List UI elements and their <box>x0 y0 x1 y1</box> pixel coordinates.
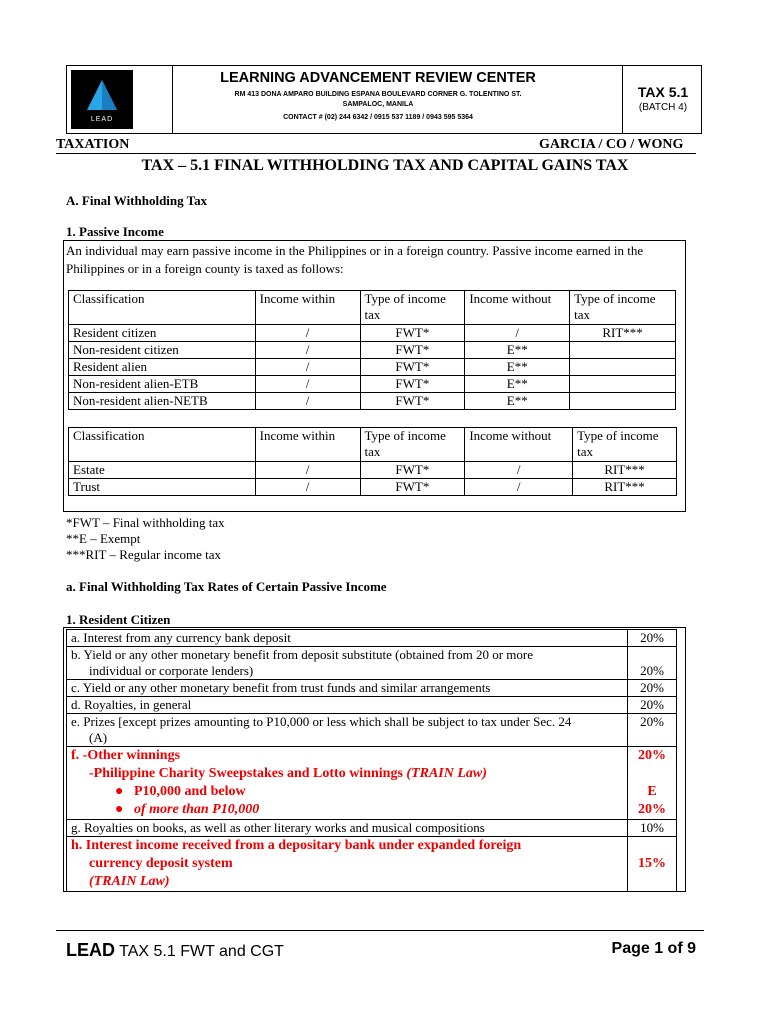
header-cell: Type of income tax <box>570 291 676 325</box>
cell: E** <box>465 342 570 359</box>
cell: E** <box>465 393 570 410</box>
table-row <box>69 479 677 496</box>
cell: / <box>255 359 360 376</box>
table-row <box>69 376 676 393</box>
cell: RIT*** <box>570 325 676 342</box>
bullet-icon: ● <box>115 784 124 799</box>
header-cell: Income within <box>255 291 360 325</box>
train-law: (TRAIN Law) <box>89 874 170 889</box>
fcds-line: currency deposit system <box>89 856 233 871</box>
cell: / <box>465 325 570 342</box>
rate-value: 15% <box>628 837 677 892</box>
rate-label: c. Yield or any other monetary benefit from trust funds and similar arrangements <box>67 680 628 697</box>
rate-row-winnings <box>67 747 677 820</box>
center-name: LEARNING ADVANCEMENT REVIEW CENTER <box>220 70 536 86</box>
logo-text: LEAD <box>90 116 114 123</box>
cell: / <box>465 462 573 479</box>
bullet-text: of more than P10,000 <box>133 802 260 817</box>
cell: / <box>255 393 360 410</box>
winnings-line: f. -Other winnings <box>71 748 181 763</box>
rate-label: d. Royalties, in general <box>67 697 628 714</box>
subject-left: TAXATION <box>56 137 130 152</box>
footer-divider <box>56 930 704 931</box>
page-number: Page 1 of 9 <box>611 940 696 957</box>
table-row <box>69 325 676 342</box>
rate-label <box>67 837 628 892</box>
winnings-bullet <box>71 783 623 801</box>
cell: RIT*** <box>573 479 677 496</box>
table-row <box>69 342 676 359</box>
header-cell: Classification <box>69 428 256 462</box>
note: ***RIT – Regular income tax <box>66 547 222 562</box>
rate-value: 20% <box>628 697 677 714</box>
rate-row-fcds <box>67 837 677 892</box>
address-line-1: RM 413 DONA AMPARO BUILDING ESPANA BOULEVARD CORNER G. TOLENTINO ST. <box>234 91 522 98</box>
rate-row <box>67 714 677 747</box>
cell: / <box>255 376 360 393</box>
rate-label-line: e. Prizes [except prizes amounting to P10,000 or less which shall be subject to tax under Sec. 24 <box>71 714 572 729</box>
cell: FWT* <box>360 462 465 479</box>
winnings-line <box>71 765 623 783</box>
note: *FWT – Final withholding tax <box>66 515 225 530</box>
cell: / <box>255 325 360 342</box>
rate-label <box>67 714 628 747</box>
subject-divider <box>56 153 696 154</box>
batch: (BATCH 4) <box>638 102 688 113</box>
cell: Non-resident alien-NETB <box>69 393 256 410</box>
rate-row <box>67 630 677 647</box>
header-code-cell <box>622 66 703 133</box>
rate-label-line: individual or corporate lenders) <box>89 663 254 678</box>
rate-label-line: (A) <box>89 730 108 745</box>
rates-table <box>66 629 677 892</box>
passive-heading: 1. Passive Income <box>66 224 164 239</box>
table-row <box>69 393 676 410</box>
logo-cell <box>67 66 173 133</box>
rate-label <box>67 747 628 820</box>
table-row <box>69 462 677 479</box>
fcds-line: h. Interest income received from a depositary bank under expanded foreign <box>71 838 522 853</box>
cell: FWT* <box>360 479 465 496</box>
page-title: TAX – 5.1 FINAL WITHHOLDING TAX AND CAPITAL GAINS TAX <box>141 157 629 174</box>
rate-value-line: E <box>647 784 657 799</box>
train-law: (TRAIN Law) <box>406 766 487 781</box>
cell: RIT*** <box>573 462 677 479</box>
contact: CONTACT # (02) 244 6342 / 0915 537 1189 / 0943 595 5364 <box>283 114 473 121</box>
rate-row <box>67 697 677 714</box>
rate-label-line: b. Yield or any other monetary benefit from deposit substitute (obtained from 20 or more <box>71 647 533 662</box>
note: **E – Exempt <box>66 531 141 546</box>
rate-row <box>67 647 677 680</box>
cell: Non-resident citizen <box>69 342 256 359</box>
winnings-bullet <box>71 801 623 819</box>
rate-value: 20% <box>628 714 677 747</box>
rate-label <box>67 647 628 680</box>
header-cell: Classification <box>69 291 256 325</box>
cell: Estate <box>69 462 256 479</box>
rate-label: a. Interest from any currency bank deposit <box>67 630 628 647</box>
rate-value: 10% <box>628 820 677 837</box>
header-cell: Income without <box>465 291 570 325</box>
header-box <box>66 65 702 134</box>
rate-value-line: 20% <box>638 802 666 817</box>
cell: FWT* <box>360 359 465 376</box>
table-individuals <box>68 290 676 410</box>
header-cell: Type of income tax <box>573 428 677 462</box>
table-header <box>69 291 676 325</box>
cell <box>570 342 676 359</box>
cell <box>570 393 676 410</box>
rates-heading: a. Final Withholding Tax Rates of Certain Passive Income <box>66 579 387 594</box>
footer-doc-title: TAX 5.1 FWT and CGT <box>119 943 284 960</box>
cell: FWT* <box>360 342 465 359</box>
cell: Resident alien <box>69 359 256 376</box>
footer-logo: LEAD <box>66 940 115 960</box>
bullet-icon: ● <box>115 802 124 817</box>
bullet-text: P10,000 and below <box>133 784 246 799</box>
pcso-text: -Philippine Charity Sweepstakes and Lotto winnings <box>89 766 403 781</box>
cell: Trust <box>69 479 256 496</box>
address-line-2: SAMPALOC, MANILA <box>342 101 414 108</box>
passive-text: An individual may earn passive income in the Philippines or in a foreign country. Passive income earned in the Philippines or in a foreign county is taxed as follows: <box>66 243 644 276</box>
header-cell: Income within <box>255 428 360 462</box>
table-header <box>69 428 677 462</box>
rate-row <box>67 680 677 697</box>
rate-value: 20% <box>628 680 677 697</box>
header-cell: Type of income tax <box>360 428 465 462</box>
doc-code: TAX 5.1 <box>637 84 689 100</box>
cell <box>570 359 676 376</box>
header-cell: Type of income tax <box>360 291 465 325</box>
table-row <box>69 359 676 376</box>
rate-label: g. Royalties on books, as well as other literary works and musical compositions <box>67 820 628 837</box>
rate-value <box>628 747 677 820</box>
cell: FWT* <box>360 325 465 342</box>
rate-row <box>67 820 677 837</box>
legend-notes <box>66 515 225 563</box>
cell: FWT* <box>360 393 465 410</box>
rate-value: 20% <box>628 630 677 647</box>
cell: / <box>255 342 360 359</box>
header-cell: Income without <box>465 428 573 462</box>
rate-value: 20% <box>628 647 677 680</box>
table-estates <box>68 427 677 496</box>
cell: Resident citizen <box>69 325 256 342</box>
cell: E** <box>465 359 570 376</box>
cell: / <box>255 462 360 479</box>
cell: / <box>255 479 360 496</box>
subject-right: GARCIA / CO / WONG <box>539 137 684 152</box>
cell: / <box>465 479 573 496</box>
cell <box>570 376 676 393</box>
address <box>173 90 583 110</box>
resident-heading: 1. Resident Citizen <box>66 612 171 627</box>
cell: FWT* <box>360 376 465 393</box>
cell: E** <box>465 376 570 393</box>
section-heading: A. Final Withholding Tax <box>66 193 208 208</box>
footer-left <box>66 940 284 961</box>
header-center <box>173 66 583 133</box>
rate-value-line: 20% <box>638 748 666 763</box>
cell: Non-resident alien-ETB <box>69 376 256 393</box>
